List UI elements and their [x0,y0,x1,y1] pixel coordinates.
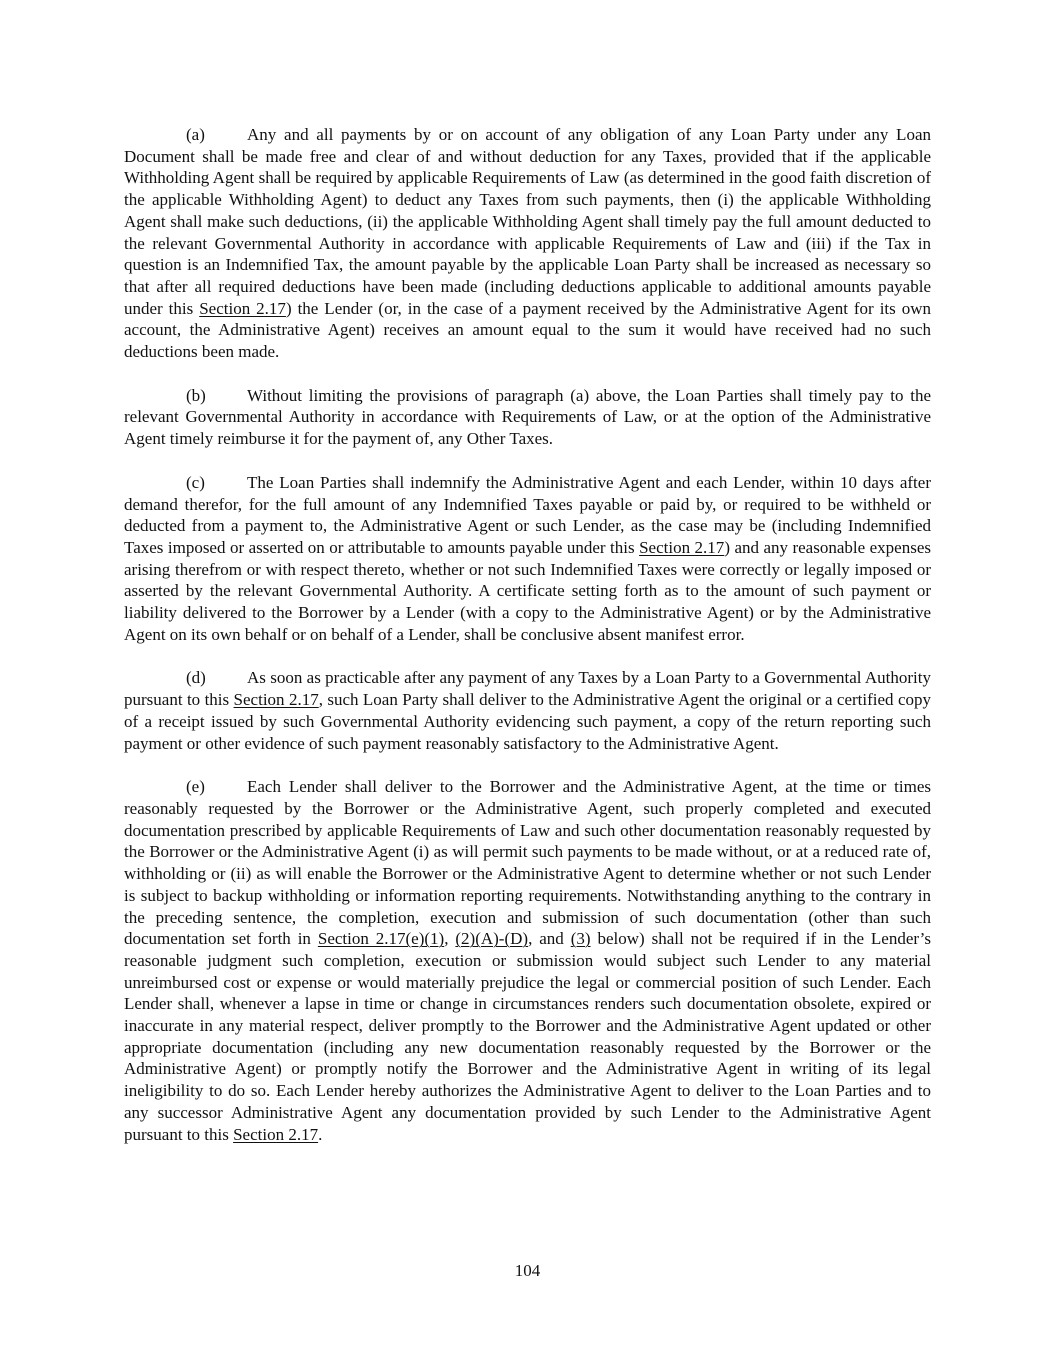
section-reference: Section 2.17 [199,298,286,318]
paragraph-text: , and [528,929,571,949]
paragraph-text: As soon as practicable after any payment of any Taxes by a Loan Party to a Governmental Authority pursuant to this [124,668,931,710]
section-reference: Section 2.17 [639,537,725,557]
section-reference: Section 2.17 [233,690,319,710]
section-reference: (3) [570,929,591,949]
paragraph-label: (d) [186,668,206,688]
paragraph-text: Each Lender shall deliver to the Borrower and the Administrative Agent, at the time or times reasonably requested by the Borrower or the Administrative Agent, such properly completed and executed documentation prescribed by applicable Requirements of Law and such other documentation reasonably requested by the Borrower or the Administrative Agent (i) as will permit such payments to be made without, or at a reduced rate of, withholding or (ii) as will enable the Borrower or the Administrative Agent to determine whether or not such Lender is subject to backup withholding or information reporting requirements. Notwithstanding anything to the contrary in the preceding sentence, the completion, execution and submission of such documentation (other than such documentation set forth in [124,777,931,949]
paragraph-label: (a) [186,125,205,144]
paragraph-c [124,472,931,646]
section-reference: Section 2.17(e)(1) [317,929,445,949]
paragraph-label: (e) [186,777,205,797]
paragraph-label: (b) [186,385,206,405]
paragraph-a [124,124,931,363]
page-number: 104 [514,1261,541,1280]
paragraph-text: ) and any reasonable expenses arising therefrom or with respect thereto, whether or not such Indemnified Taxes were correctly or legally imposed or asserted by the relevant Governmental Authority. A certificate setting forth as to the amount of such payment or liability delivered to the Borrower by a Lender (with a copy to the Administrative Agent) or by the Administrative Agent on its own behalf or on behalf of a Lender, shall be conclusive absent manifest error. [124,537,931,644]
section-reference: (2)(A)-(D) [455,929,529,949]
document-body [124,124,931,1167]
paragraph-text: , such Loan Party shall deliver to the Administrative Agent the original or a certified copy of a receipt issued by such Governmental Authority evidencing such payment, a copy of the return reporting such payment or other evidence of such payment reasonably satisfactory to the Administrative Agent. [124,690,931,753]
paragraph-text: below) shall not be required if in the Lender’s reasonable judgment such completion, execution or submission would subject such Lender to any material unreimbursed cost or expense or would materially prejudice the legal or commercial position of such Lender. Each Lender shall, whenever a lapse in time or change in circumstances renders such documentation obsolete, expired or inaccurate in any material respect, deliver promptly to the Borrower and the Administrative Agent updated or other appropriate documentation (including any new documentation reasonably requested by the Borrower or the Administrative Agent) or promptly notify the Borrower and the Administrative Agent in writing of its legal ineligibility to do so. Each Lender hereby authorizes the Administrative Agent to deliver to the Loan Parties and to any successor Administrative Agent any documentation provided by such Lender to the Administrative Agent pursuant to this [124,929,932,1144]
paragraph-e [124,776,931,1145]
paragraph-label: (c) [186,472,205,492]
paragraph-text: ) the Lender (or, in the case of a payment received by the Administrative Agent for its own account, the Administrative Agent) receives an amount equal to the sum it would have received had no such deductions been made. [124,298,931,362]
paragraph-d [124,667,931,754]
paragraph-text: The Loan Parties shall indemnify the Administrative Agent and each Lender, within 10 days after demand therefor, for the full amount of any Indemnified Taxes payable or paid by, or required to be withheld or deducted from a payment to, the Administrative Agent or such Lender, as the case may be (including Indemnified Taxes imposed or asserted on or attributable to amounts payable under this [124,472,931,557]
paragraph-text: Any and all payments by or on account of any obligation of any Loan Party under any Loan Document shall be made free and clear of and without deduction for any Taxes, provided that if the applicable Withholding Agent shall be required by applicable Requirements of Law (as determined in the good faith discretion of the applicable Withholding Agent) to deduct any Taxes from such payments, then (i) the applicable Withholding Agent shall make such deductions, (ii) the applicable Withholding Agent shall timely pay the full amount deducted to the relevant Governmental Authority in accordance with applicable Requirements of Law and (iii) if the Tax in question is an Indemnified Tax, the amount payable by the applicable Loan Party shall be increased as necessary so that after all required deductions have been made (including deductions applicable to additional amounts payable under this [124,125,931,318]
paragraph-b [124,385,931,450]
paragraph-text: . [318,1124,323,1144]
paragraph-text: , [444,929,456,949]
section-reference: Section 2.17 [233,1124,319,1144]
paragraph-text: Without limiting the provisions of paragraph (a) above, the Loan Parties shall timely pay to the relevant Governmental Authority in accordance with Requirements of Law, or at the option of the Administrative Agent timely reimburse it for the payment of, any Other Taxes. [124,385,931,449]
